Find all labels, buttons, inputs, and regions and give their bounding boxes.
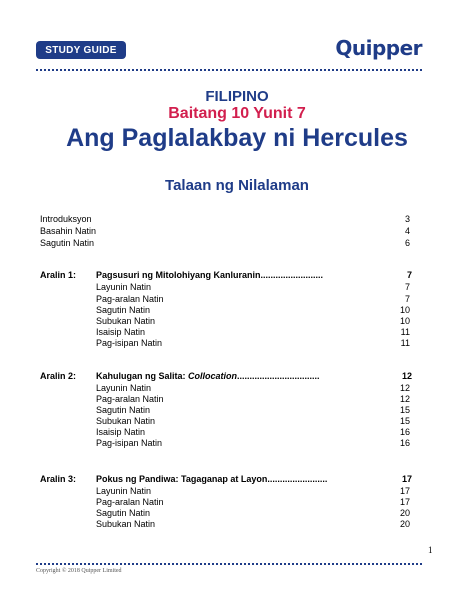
toc-entry-page: 10 xyxy=(399,305,410,315)
toc-entry-page: 11 xyxy=(400,327,410,337)
toc-entry-page: 3 xyxy=(404,214,410,224)
toc-entry-page: 16 xyxy=(399,427,410,437)
toc-heading: Talaan ng Nilalaman xyxy=(165,177,309,194)
lesson-label: Aralin 1: xyxy=(40,270,77,280)
quipper-logo: Quipper xyxy=(335,36,422,60)
toc-entry-label: Isaisip Natin xyxy=(96,427,146,437)
lesson-page: 12 xyxy=(401,371,412,381)
toc-entry-page: 20 xyxy=(399,508,410,518)
document-title: Ang Paglalakbay ni Hercules xyxy=(66,124,408,152)
toc-entry-label: Subukan Natin xyxy=(96,416,156,426)
toc-entry-page: 17 xyxy=(399,486,410,496)
toc-entry-label: Isaisip Natin xyxy=(96,327,146,337)
toc-entry-page: 7 xyxy=(404,282,410,292)
lesson-label: Aralin 3: xyxy=(40,474,77,484)
toc-entry-page: 10 xyxy=(399,316,410,326)
toc-entry-label: Sagutin Natin xyxy=(40,238,95,248)
toc-entry-page: 4 xyxy=(404,226,410,236)
footer-divider xyxy=(36,563,422,565)
toc-entry-label: Pag-aralan Natin xyxy=(96,497,164,507)
lesson-label: Aralin 2: xyxy=(40,371,77,381)
toc-entry-label: Layunin Natin xyxy=(96,486,152,496)
toc-entry-page: 12 xyxy=(399,394,410,404)
toc-entry-page: 16 xyxy=(399,438,410,448)
toc-entry-page: 20 xyxy=(399,519,410,529)
header-divider xyxy=(36,69,422,71)
lesson-title: Pagsusuri ng Mitolohiyang Kanluranin......................... xyxy=(96,270,324,280)
grade-unit-heading: Baitang 10 Yunit 7 xyxy=(168,105,306,122)
toc-entry-label: Pag-isipan Natin xyxy=(96,438,163,448)
toc-entry-page: 7 xyxy=(404,294,410,304)
toc-entry-page: 12 xyxy=(399,383,410,393)
lesson-title-italic: Collocation xyxy=(188,371,238,381)
lesson-title-text: Kahulugan ng Salita: xyxy=(96,371,189,381)
toc-entry-label: Sagutin Natin xyxy=(96,405,151,415)
toc-entry-label: Introduksyon xyxy=(40,214,92,224)
toc-entry-page: 15 xyxy=(399,405,410,415)
toc-entry-page: 6 xyxy=(404,238,410,248)
subject-heading: FILIPINO xyxy=(205,88,269,105)
toc-entry-label: Layunin Natin xyxy=(96,383,152,393)
lesson-page: 17 xyxy=(401,474,412,484)
lesson-title-dots: ................................. xyxy=(237,371,320,381)
lesson-page: 7 xyxy=(406,270,412,280)
toc-entry-label: Layunin Natin xyxy=(96,282,152,292)
toc-entry-label: Pag-aralan Natin xyxy=(96,394,164,404)
toc-entry-label: Pag-isipan Natin xyxy=(96,338,163,348)
page-number: 1 xyxy=(428,545,433,555)
study-guide-badge: STUDY GUIDE xyxy=(36,41,126,59)
toc-entry-page: 17 xyxy=(399,497,410,507)
copyright-notice: Copyright © 2018 Quipper Limited xyxy=(36,568,122,574)
lesson-title: Pokus ng Pandiwa: Tagaganap at Layon........................ xyxy=(96,474,328,484)
toc-entry-label: Pag-aralan Natin xyxy=(96,294,164,304)
toc-entry-label: Subukan Natin xyxy=(96,519,156,529)
toc-entry-label: Sagutin Natin xyxy=(96,508,151,518)
lesson-title xyxy=(96,371,320,382)
toc-entry-label: Sagutin Natin xyxy=(96,305,151,315)
toc-entry-label: Subukan Natin xyxy=(96,316,156,326)
toc-entry-page: 11 xyxy=(400,338,410,348)
toc-entry-page: 15 xyxy=(399,416,410,426)
toc-entry-label: Basahin Natin xyxy=(40,226,97,236)
